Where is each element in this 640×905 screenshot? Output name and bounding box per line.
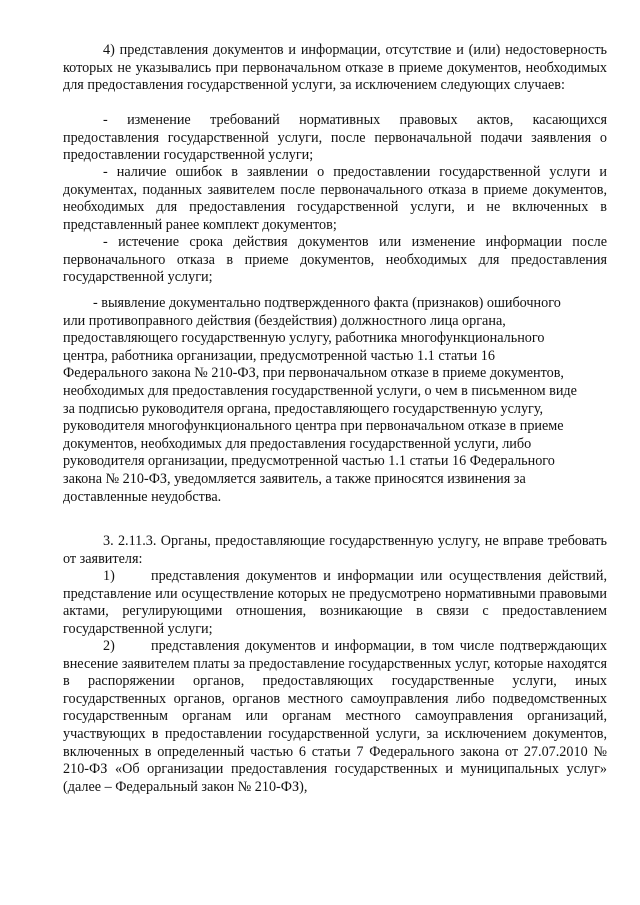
paragraph-item-4: 4) представления документов и информации, отсутствие и (или) недостоверность которых не указывались при первоначальном отказе в приеме документов, необходимых для предоставления государственной услуги, за исключением следующих случаев: <box>63 42 607 94</box>
list-item-1-number: 1) <box>103 568 115 584</box>
list-item-2 <box>63 638 607 796</box>
list-item-1-text: представления документов и информации или осуществления действий, представление или осуществление которых не предусмотрено нормативными правовыми актами, регулирующими отношения, возникающие в связи с предоставлением государственной услуги; <box>63 568 607 637</box>
bullet-application-errors: - наличие ошибок в заявлении о предоставлении государственной услуги и документах, поданных заявителем после первоначального отказа в приеме документов, необходимых для предоставления государственной услуги, и не включенных в представленный ранее комплект документов; <box>63 164 607 233</box>
bullet-document-expiry: - истечение срока действия документов или изменение информации после первоначального отказа в приеме документов, необходимых для предоставления государственной услуги; <box>63 234 607 286</box>
list-item-1 <box>63 568 607 638</box>
bullet-regulation-change: - изменение требований нормативных правовых актов, касающихся предоставления государственной услуги, после первоначальной подачи заявления о предоставлении государственной услуги; <box>63 112 607 164</box>
bullet-official-error: - выявление документально подтвержденного факта (признаков) ошибочного или противоправного действия (бездействия) должностного лица органа, предоставляющего государственную услугу, работника многофункционального центра, работника организации, предусмотренной частью 1.1 статьи 16 Федерального закона № 210-ФЗ, при первоначальном отказе в приеме документов, необходимых для предоставления государственной услуги, о чем в письменном виде за подписью руководителя органа, предоставляющего государственную услугу, руководителя многофункционального центра при первоначальном отказе в приеме документов, необходимых для предоставления государственной услуги, либо руководителя организации, предусмотренной частью 1.1 статьи 16 Федерального закона № 210-ФЗ, уведомляется заявитель, а также приносятся извинения за доставленные неудобства. <box>63 295 577 505</box>
section-2-11-3: 3. 2.11.3. Органы, предоставляющие государственную услугу, не вправе требовать от заявителя: <box>63 533 607 567</box>
list-item-2-number: 2) <box>103 638 115 654</box>
list-item-2-text: представления документов и информации, в том числе подтверждающих внесение заявителем платы за предоставление государственных услуг, которые находятся в распоряжении органов, предоставляющих государственные услуги, иных государственных органов, органов местного самоуправления либо подведомственных государственным органам или органам местного самоуправления организаций, участвующих в предоставлении государственной услуги, за исключением документов, включенных в определенный частью 6 статьи 7 Федерального закона от 27.07.2010 № 210-ФЗ «Об организации предоставления государственных и муниципальных услуг» (далее – Федеральный закон № 210-ФЗ), <box>63 638 607 795</box>
